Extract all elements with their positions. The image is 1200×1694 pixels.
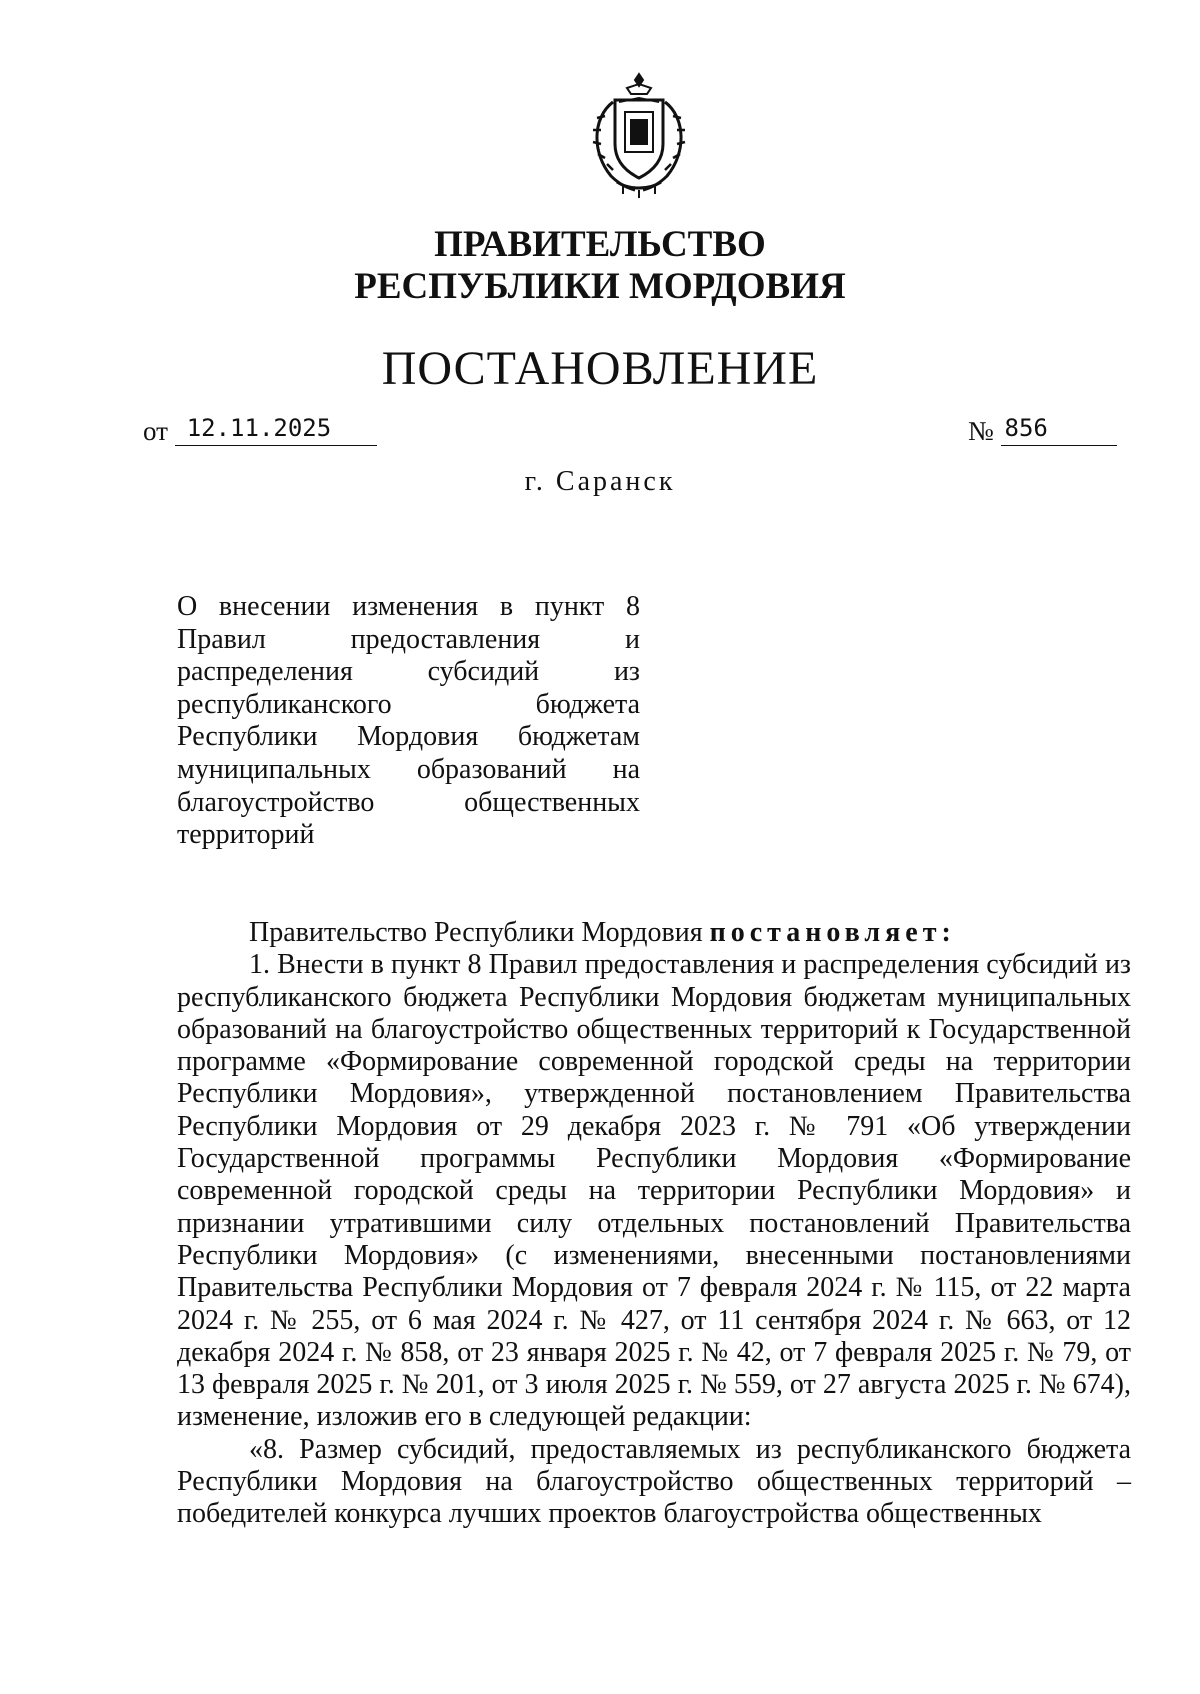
document-body [177, 917, 1131, 1531]
subject-line: территорий [177, 819, 315, 851]
subject-line: муниципальных образований на [177, 753, 640, 785]
org-name-line-2: РЕСПУБЛИКИ МОРДОВИЯ [354, 266, 846, 307]
subject-line: республиканского бюджета [177, 688, 640, 720]
org-name-line-1: ПРАВИТЕЛЬСТВО [434, 224, 766, 265]
subject-line: благоустройство общественных [177, 786, 640, 818]
document-type-title: ПОСТАНОВЛЕНИЕ [381, 342, 819, 395]
date-prefix: от [143, 416, 168, 446]
date-value: 12.11.2025 [175, 411, 377, 446]
intro-text: Правительство Республики Мордовия [249, 917, 710, 948]
number-prefix: № [968, 416, 994, 446]
number-value: 856 [1001, 411, 1117, 446]
intro-paragraph [177, 917, 1131, 949]
coat-of-arms-icon [583, 72, 695, 200]
subject-line: О внесении изменения в пункт 8 [177, 591, 640, 622]
subject-line: распределения субсидий из [177, 656, 640, 688]
subject-line: Правил предоставления и [177, 623, 640, 655]
document-number [968, 414, 1117, 450]
paragraph-2: «8. Размер субсидий, предоставляемых из республиканского бюджета Республики Мордовия на благоустройство общественных территорий – победителей конкурса лучших проектов благоустройства общественных [177, 1433, 1131, 1530]
resolution-verb: постановляет: [709, 917, 956, 948]
document-date [143, 414, 377, 450]
city: г. Саранск [524, 466, 676, 497]
paragraph-1: 1. Внести в пункт 8 Правил предоставления и распределения субсидий из республиканского бюджета Республики Мордовия бюджетам муниципальных образований на благоустройство общественных территорий к Государственной программе «Формирование современной городской среды на территории Республики Мордовия», утвержденной постановлением Правительства Республики Мордовия от 29 декабря 2023 г. № 791 «Об утверждении Государственной программы Республики Мордовия «Формирование современной городской среды на территории Республики Мордовия» и признании утратившими силу отдельных постановлений Правительства Республики Мордовия» (с изменениями, внесенными постановлениями Правительства Республики Мордовия от 7 февраля 2024 г. № 115, от 22 марта 2024 г. № 255, от 6 мая 2024 г. № 427, от 11 сентября 2024 г. № 663, от 12 декабря 2024 г. № 858, от 23 января 2025 г. № 42, от 7 февраля 2025 г. № 79, от 13 февраля 2025 г. № 201, от 3 июля 2025 г. № 559, от 27 августа 2025 г. № 674), изменение, изложив его в следующей редакции: [177, 949, 1131, 1433]
subject-line: Республики Мордовия бюджетам [177, 721, 640, 753]
document-subject [177, 591, 640, 852]
